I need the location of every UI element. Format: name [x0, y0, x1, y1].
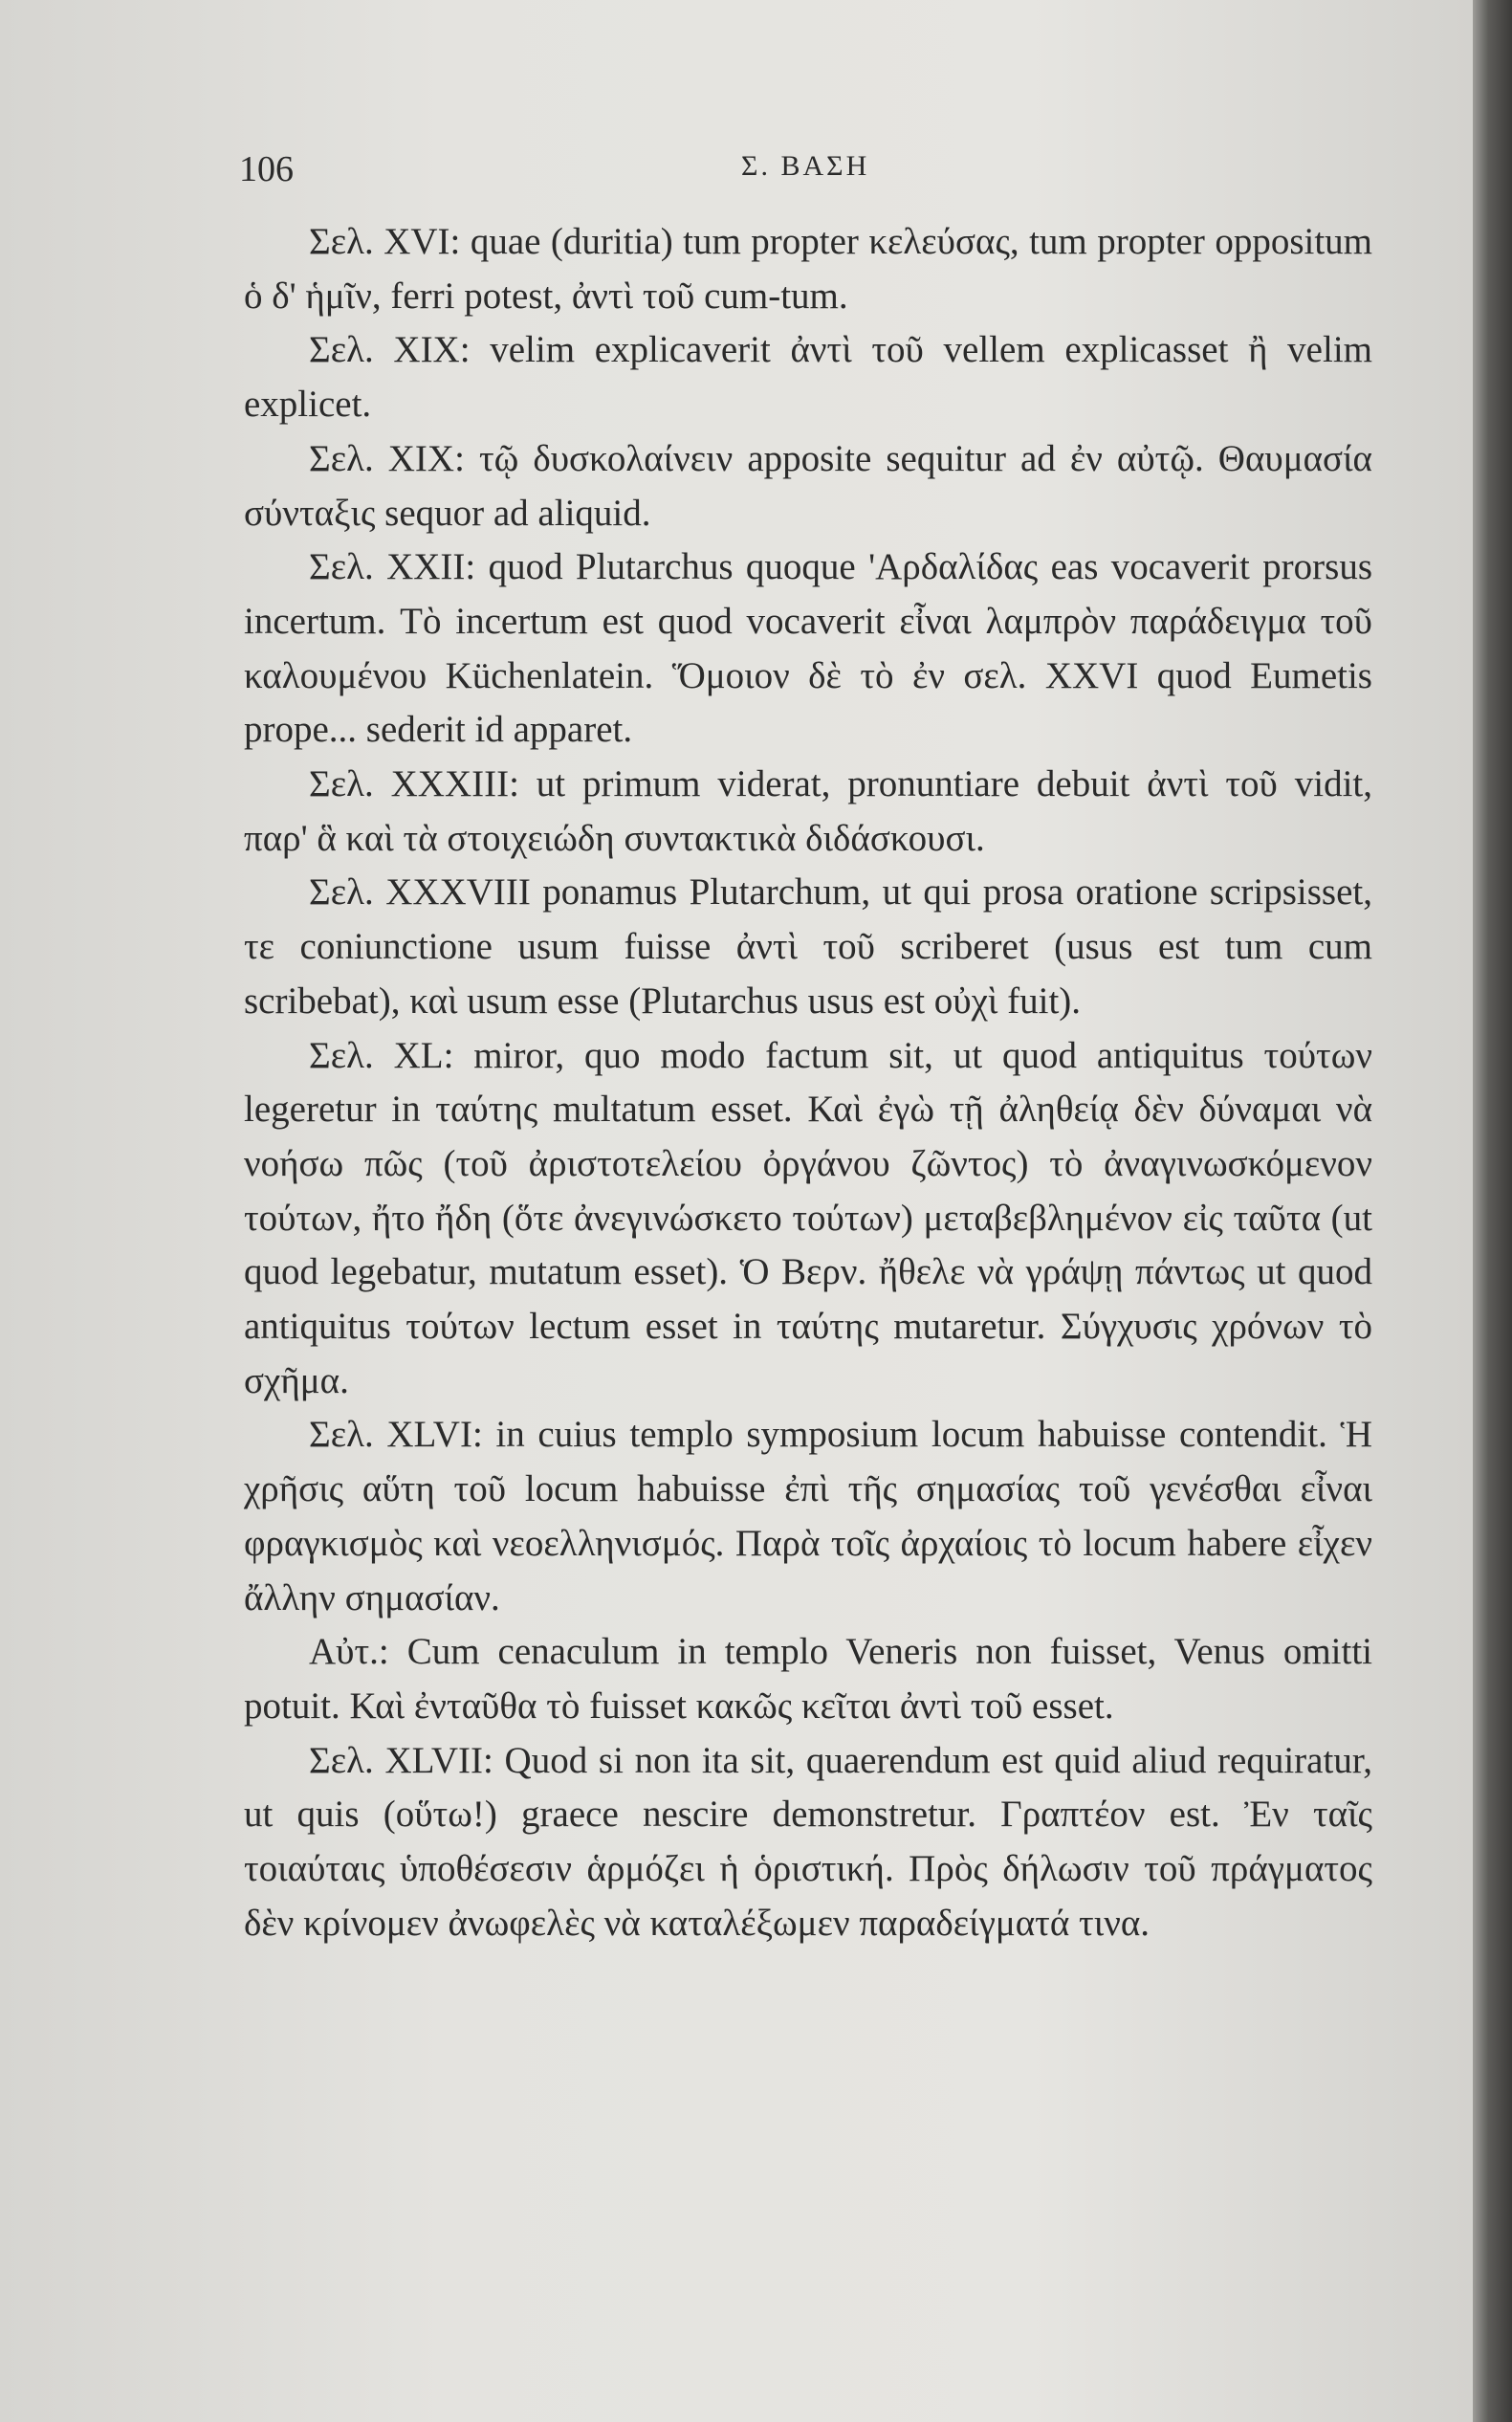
paragraph-sel-xl: Σελ. XL: miror, quo modo factum sit, ut quod antiquitus τούτων legeretur in ταύτης multatum esset. Καὶ ἐγὼ τῇ ἀληθείᾳ δὲν δύναμαι νὰ νοήσω πῶς (τοῦ ἀριστοτελείου ὀργάνου ζῶντος) τὸ ἀναγινωσκόμενον τούτων, ἤτο ἤδη (ὅτε ἀνεγινώσκετο τούτων) μεταβεβλημένον εἰς ταῦτα (ut quod legebatur, mutatum esset). Ὁ Βερν. ἤθελε νὰ γράψῃ πάντως ut quod antiquitus τούτων lectum esset in ταύτης mutaretur. Σύγχυσις χρόνων τὸ σχῆμα.: [244, 1034, 1372, 1401]
paragraph-sel-xxxviii: Σελ. XXXVIII ponamus Plutarchum, ut qui prosa oratione scripsisset, τε coniunctione usum fuisse ἀντὶ τοῦ scriberet (usus est tum cum scribebat), καὶ usum esse (Plutarchus usus est οὐχὶ fuit).: [244, 871, 1372, 1022]
body-text: [244, 215, 1372, 1951]
paragraph-aut: Αὐτ.: Cum cenaculum in templo Veneris non fuisset, Venus omitti potuit. Καὶ ἐνταῦθα τὸ fuisset κακῶς κεῖται ἀντὶ τοῦ esset.: [244, 1631, 1372, 1727]
paragraph-sel-xlvii: Σελ. XLVII: Quod si non ita sit, quaerendum est quid aliud requiratur, ut quis (οὕτω!) graece nescire demonstretur. Γραπτέον est. Ἐν ταῖς τοιαύταις ὑποθέσεσιν ἁρμόζει ἡ ὁριστική. Πρὸς δήλωσιν τοῦ πράγματος δὲν κρίνομεν ἀνωφελὲς νὰ καταλέξωμεν παραδείγματά τινα.: [244, 1739, 1372, 1944]
page-header: [239, 148, 1368, 206]
running-head: Σ. ΒΑΣΗ: [741, 150, 870, 182]
paragraph-sel-xlvi: Σελ. XLVI: in cuius templo symposium locum habuisse contendit. Ἡ χρῆσις αὕτη τοῦ locum habuisse ἐπὶ τῆς σημασίας τοῦ γενέσθαι εἶναι φραγκισμὸς καὶ νεοελληνισμός. Παρὰ τοῖς ἀρχαίοις τὸ locum habere εἶχεν ἄλλην σημασίαν.: [244, 1414, 1372, 1618]
page-number: 106: [239, 149, 294, 189]
paragraph-sel-xxii: Σελ. XXII: quod Plutarchus quoque 'Αρδαλίδας eas vocaverit prorsus incertum. Τὸ incertum est quod vocaverit εἶναι λαμπρὸν παράδειγμα τοῦ καλουμένου Küchenlatein. Ὅμοιον δὲ τὸ ἐν σελ. XXVI quod Eumetis prope... sederit id apparet.: [244, 546, 1372, 751]
paragraph-sel-xix-b: Σελ. XIX: τῷ δυσκολαίνειν apposite sequitur ad ἐν αὐτῷ. Θαυμασία σύνταξις sequor ad aliquid.: [244, 437, 1372, 534]
paragraph-sel-xxxiii: Σελ. XXXIII: ut primum viderat, pronuntiare debuit ἀντὶ τοῦ vidit, παρ' ἃ καὶ τὰ στοιχειώδη συντακτικὰ διδάσκουσι.: [244, 763, 1372, 859]
paragraph-sel-xvi: Σελ. XVI: quae (duritia) tum propter κελεύσας, tum propter oppositum ὁ δ' ἡμῖν, ferri potest, ἀντὶ τοῦ cum-tum.: [244, 221, 1372, 317]
paragraph-sel-xix-a: Σελ. XIX: velim explicaverit ἀντὶ τοῦ vellem explicasset ἢ velim explicet.: [244, 329, 1372, 426]
page-edge-shadow: [1473, 0, 1512, 2422]
